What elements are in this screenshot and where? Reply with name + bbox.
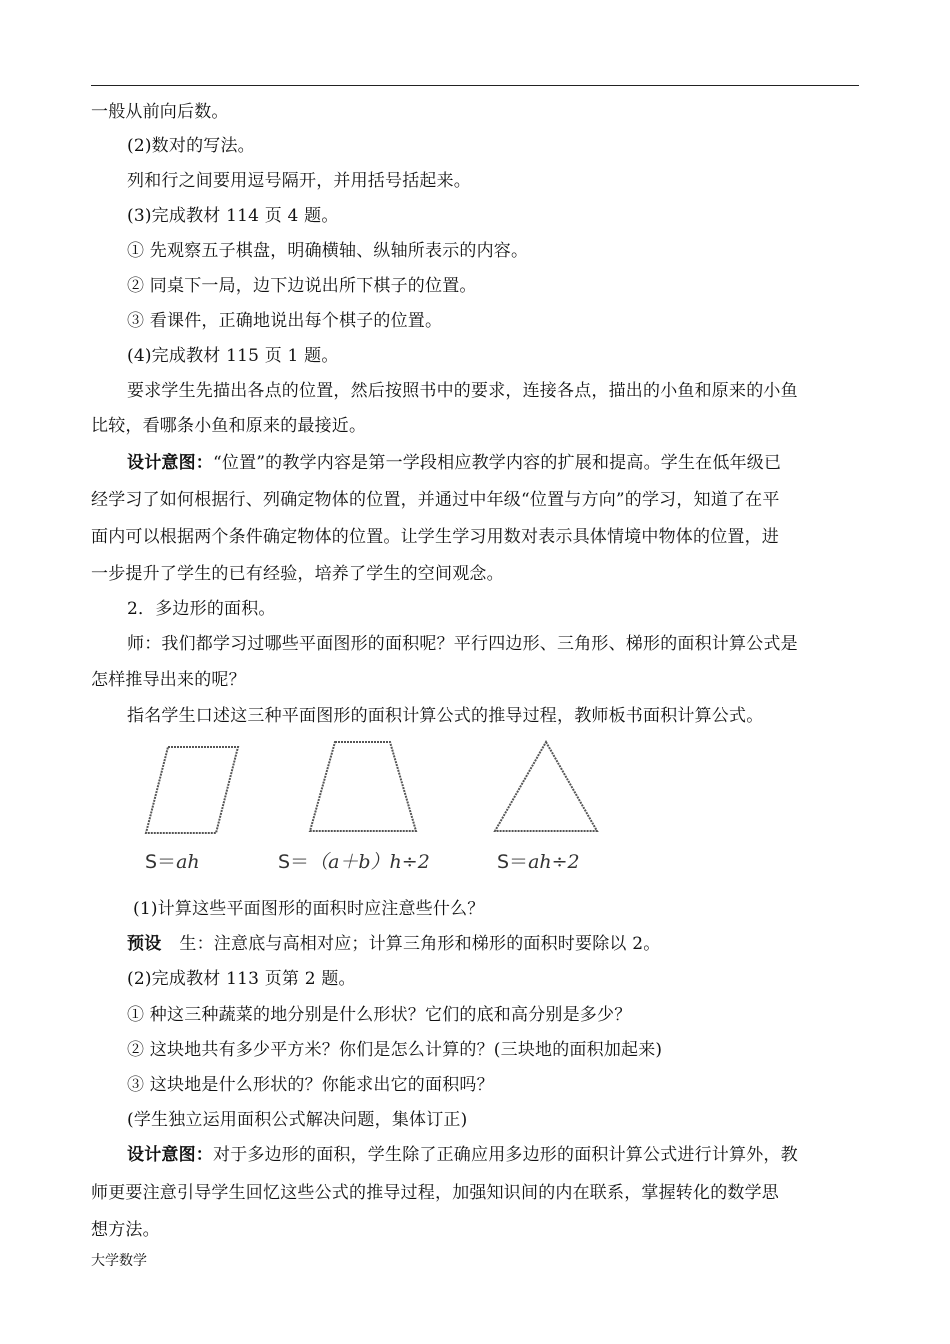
text-line: 想方法。 (91, 1220, 160, 1240)
section-heading: 2．多边形的面积。 (127, 599, 276, 619)
parallelogram-shape (146, 747, 238, 833)
text-line: (1)计算这些平面图形的面积时应注意些什么？ (133, 899, 485, 919)
text-line: ① 种这三种蔬菜的地分别是什么形状？它们的底和高分别是多少？ (127, 1005, 632, 1025)
triangle-formula: S＝ah÷2 (497, 851, 580, 873)
text-line: 怎样推导出来的呢？ (91, 670, 246, 690)
preset-line: 预设 生：注意底与高相对应；计算三角形和梯形的面积时要除以 2。 (127, 934, 661, 954)
header-rule (91, 85, 859, 86)
trapezoid-formula: S＝（a＋b）h÷2 (278, 851, 430, 873)
text-line: (3)完成教材 114 页 4 题。 (127, 206, 339, 226)
text-line: 师更要注意引导学生回忆这些公式的推导过程，加强知识间的内在联系，掌握转化的数学思 (91, 1183, 779, 1203)
triangle-shape (495, 742, 597, 831)
text-line: 比较，看哪条小鱼和原来的最接近。 (91, 416, 367, 436)
design-intent-2: 设计意图：对于多边形的面积，学生除了正确应用多边形的面积计算公式进行计算外，教 (127, 1145, 798, 1165)
design-intent-label: 设计意图： (127, 453, 213, 473)
text-line: 一步提升了学生的已有经验，培养了学生的空间观念。 (91, 564, 504, 584)
text-line: (2)完成教材 113 页第 2 题。 (127, 969, 356, 989)
text-line: 一般从前向后数。 (91, 102, 229, 122)
text-line: (4)完成教材 115 页 1 题。 (127, 346, 339, 366)
text-line: (2)数对的写法。 (127, 136, 255, 156)
text-line: 指名学生口述这三种平面图形的面积计算公式的推导过程，教师板书面积计算公式。 (127, 706, 764, 726)
text-line: 面内可以根据两个条件确定物体的位置。让学生学习用数对表示具体情境中物体的位置，进 (91, 527, 779, 547)
text-line: 要求学生先描出各点的位置，然后按照书中的要求，连接各点，描出的小鱼和原来的小鱼 (127, 381, 798, 401)
text-line: 列和行之间要用逗号隔开，并用括号括起来。 (127, 171, 471, 191)
trapezoid-shape (310, 742, 416, 831)
design-intent-label: 设计意图： (127, 1145, 213, 1165)
preset-label: 预设 (127, 934, 162, 954)
text-line: ② 同桌下一局，边下边说出所下棋子的位置。 (127, 276, 477, 296)
text-line: 经学习了如何根据行、列确定物体的位置，并通过中年级“位置与方向”的学习，知道了在平 (91, 490, 780, 510)
text-line: (学生独立运用面积公式解决问题，集体订正) (127, 1110, 468, 1130)
text-line: ③ 看课件，正确地说出每个棋子的位置。 (127, 311, 443, 331)
text-line: 师：我们都学习过哪些平面图形的面积呢？平行四边形、三角形、梯形的面积计算公式是 (127, 634, 798, 654)
text-line: ③ 这块地是什么形状的？你能求出它的面积吗？ (127, 1075, 494, 1095)
text-line: ① 先观察五子棋盘，明确横轴、纵轴所表示的内容。 (127, 241, 529, 261)
parallelogram-formula: S＝ah (145, 851, 200, 873)
page-footer: 大学数学 (91, 1253, 147, 1269)
text-line: ② 这块地共有多少平方米？你们是怎么计算的？(三块地的面积加起来) (127, 1040, 663, 1060)
design-intent-1: 设计意图：“位置”的教学内容是第一学段相应教学内容的扩展和提高。学生在低年级已 (127, 453, 782, 473)
